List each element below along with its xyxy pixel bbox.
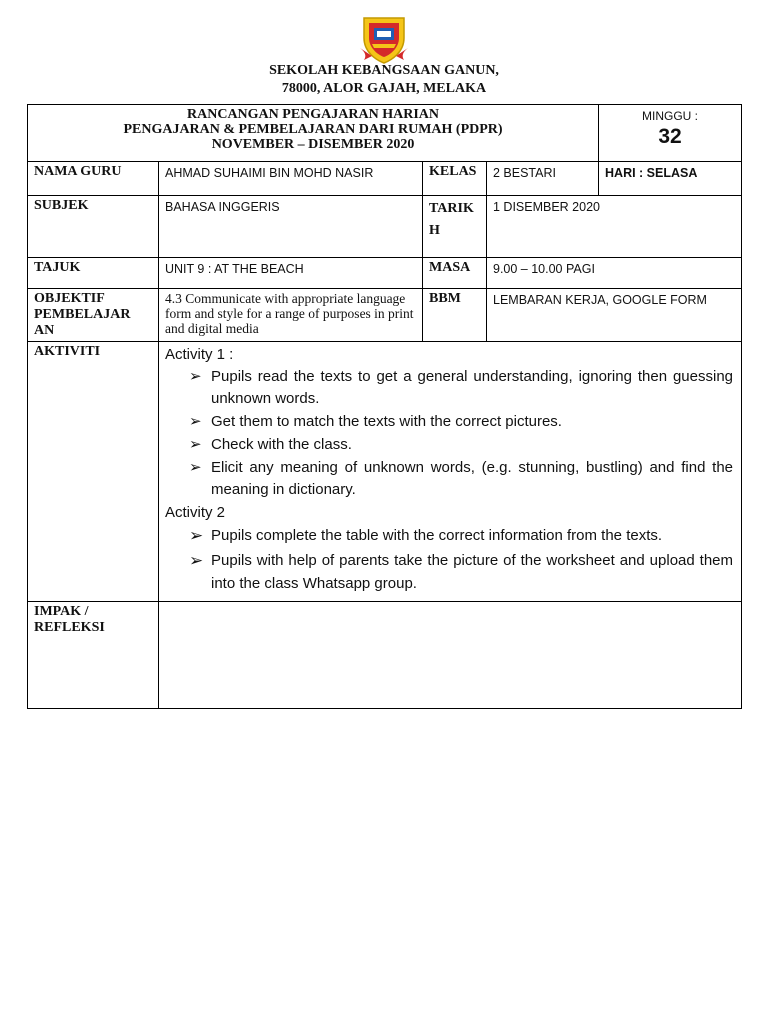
list-item: ➢ Pupils complete the table with the correct information from the texts. — [189, 526, 663, 545]
nama-guru-label: NAMA GURU — [28, 162, 159, 196]
plan-title-cell — [28, 105, 599, 162]
impak-label-b: REFLEKSI — [34, 620, 105, 635]
tarikh-label-a: TARIK — [429, 201, 474, 216]
bbm-value: LEMBARAN KERJA, GOOGLE FORM — [487, 289, 742, 342]
impak-label-a: IMPAK / — [34, 604, 89, 619]
arrow-bullet-icon: ➢ — [189, 551, 204, 570]
school-name: SEKOLAH KEBANGSAAN GANUN, — [269, 63, 499, 78]
subjek-label: SUBJEK — [28, 196, 159, 258]
arrow-bullet-icon: ➢ — [189, 368, 202, 385]
subjek-value: BAHASA INGGERIS — [159, 196, 423, 258]
arrow-bullet-icon: ➢ — [189, 526, 204, 545]
aktiviti-content — [159, 342, 742, 602]
aktiviti-row — [28, 342, 742, 602]
list-item: ➢ Check with the class. — [189, 434, 733, 456]
objektif-label-c: AN — [34, 323, 55, 338]
objektif-label-b: PEMBELAJAR — [34, 307, 131, 322]
tajuk-row — [28, 258, 742, 289]
tarikh-label-cell — [423, 196, 487, 258]
hari-value: HARI : SELASA — [599, 162, 742, 196]
list-item: ➢ Get them to match the texts with the correct pictures. — [189, 411, 733, 433]
minggu-value: 32 — [658, 125, 682, 148]
masa-value: 9.00 – 10.00 PAGI — [487, 258, 742, 289]
nama-guru-value: AHMAD SUHAIMI BIN MOHD NASIR — [159, 162, 423, 196]
plan-title-line2: PENGAJARAN & PEMBELAJARAN DARI RUMAH (PDPR) — [123, 122, 503, 137]
activity1-title: Activity 1 : — [165, 346, 234, 363]
lesson-plan-table — [27, 104, 742, 709]
activity2-title: Activity 2 — [165, 504, 226, 521]
kelas-value: 2 BESTARI — [487, 162, 599, 196]
impak-label-cell — [28, 602, 159, 709]
plan-title-line1: RANCANGAN PENGAJARAN HARIAN — [187, 107, 439, 122]
plan-title-line3: NOVEMBER – DISEMBER 2020 — [211, 137, 415, 152]
impak-row — [28, 602, 742, 709]
aktiviti-label: AKTIVITI — [28, 342, 159, 602]
arrow-bullet-icon: ➢ — [189, 413, 202, 430]
tajuk-label: TAJUK — [28, 258, 159, 289]
list-item: ➢ Pupils with help of parents take the picture of the worksheet and upload them into the class Whatsapp group. — [189, 551, 734, 592]
kelas-label: KELAS — [423, 162, 487, 196]
masa-label: MASA — [423, 258, 487, 289]
arrow-bullet-icon: ➢ — [189, 459, 202, 476]
activity2-list — [165, 524, 733, 595]
impak-content — [159, 602, 742, 709]
objektif-label-a: OBJEKTIF — [34, 291, 105, 306]
subjek-row — [28, 196, 742, 258]
school-heading — [0, 62, 768, 98]
list-item: ➢ Elicit any meaning of unknown words, (e.g. stunning, bustling) and find the meaning in dictionary. — [189, 459, 734, 498]
arrow-bullet-icon: ➢ — [189, 436, 202, 453]
minggu-label: MINGGU : — [642, 109, 699, 123]
tarikh-label-b: H — [429, 223, 440, 238]
tajuk-value: UNIT 9 : AT THE BEACH — [159, 258, 423, 289]
objektif-row — [28, 289, 742, 342]
bbm-label: BBM — [423, 289, 487, 342]
school-address: 78000, ALOR GAJAH, MELAKA — [281, 81, 487, 96]
list-item: ➢ Pupils read the texts to get a general understanding, ignoring then guessing unknown words. — [189, 368, 734, 407]
objektif-value: 4.3 Communicate with appropriate language form and style for a range of purposes in print and digital media — [159, 289, 423, 342]
nama-guru-row — [28, 162, 742, 196]
tarikh-value: 1 DISEMBER 2020 — [487, 196, 742, 258]
header-row — [28, 105, 742, 162]
activity1-list — [165, 366, 733, 501]
objektif-label-cell — [28, 289, 159, 342]
minggu-cell — [599, 105, 742, 162]
school-crest-logo — [358, 14, 410, 64]
